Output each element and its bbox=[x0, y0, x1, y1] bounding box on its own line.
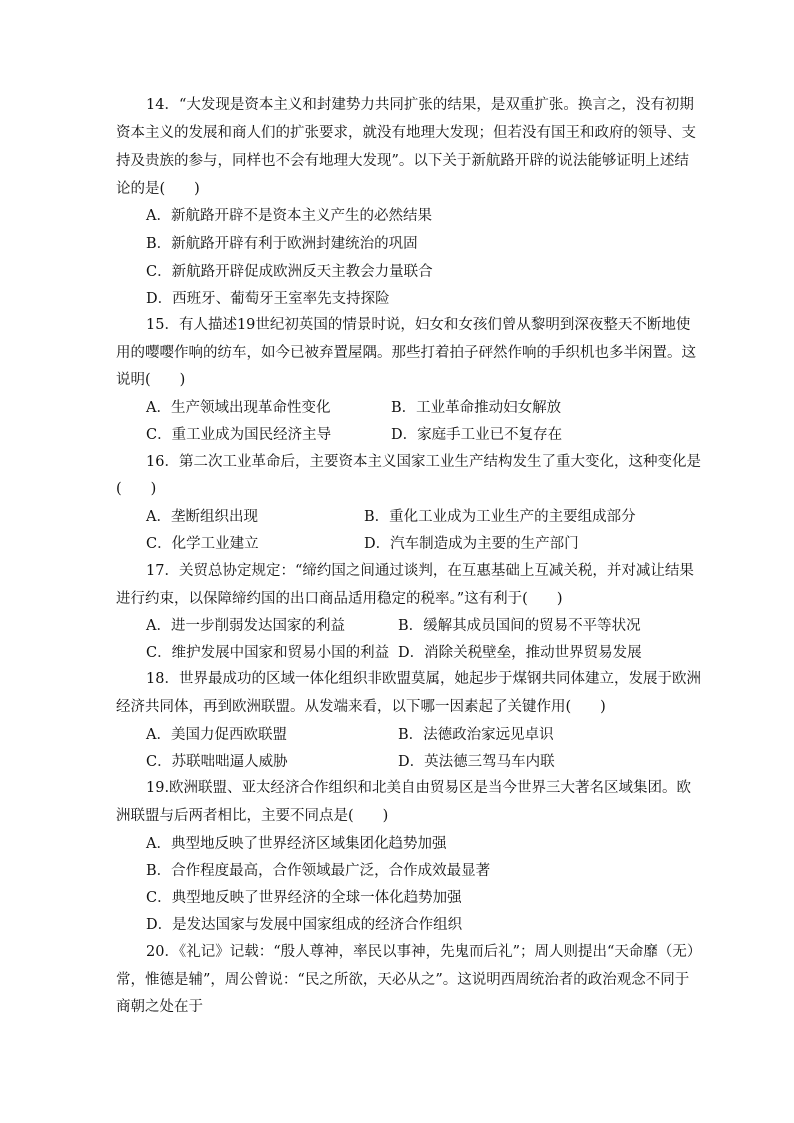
q16-line-1: 16．第二次工业革命后，主要资本主义国家工业生产结构发生了重大变化，这种变化是 bbox=[146, 454, 701, 470]
q14-line-2: 资本主义的发展和商人们的扩张要求，就没有地理大发现；但若没有国王和政府的领导、支 bbox=[116, 125, 696, 141]
q18-option-d: D．英法德三驾马车内联 bbox=[398, 754, 555, 770]
q17-line-1: 17．关贸总协定规定：“缔约国之间通过谈判，在互惠基础上互减关税，并对减让结果 bbox=[146, 563, 694, 579]
q14-option-c: C．新航路开辟促成欧洲反天主教会力量联合 bbox=[146, 264, 433, 280]
q16-option-b: B．重化工业成为工业生产的主要组成部分 bbox=[364, 509, 636, 525]
q14-option-b: B．新航路开辟有利于欧洲封建统治的巩固 bbox=[146, 236, 418, 252]
q19-option-a: A．典型地反映了世界经济区域集团化趋势加强 bbox=[146, 836, 447, 852]
q17-option-c: C．维护发展中国家和贸易小国的利益 bbox=[146, 645, 390, 661]
q16-options-row-1 bbox=[146, 507, 794, 527]
q17-options-row-1 bbox=[146, 616, 794, 636]
q20-line-1: 20．《礼记》记载：“殷人尊神，率民以事神，先鬼而后礼”；周人则提出“天命靡（无） bbox=[146, 944, 702, 960]
q17-line-2: 进行约束，以保障缔约国的出口商品适用稳定的税率。”这有利于( ) bbox=[116, 591, 563, 607]
q16-option-a: A．垄断组织出现 bbox=[146, 509, 258, 525]
q19-option-c: C．典型地反映了世界经济的全球一体化趋势加强 bbox=[146, 890, 462, 906]
q16-options-row-2 bbox=[146, 534, 794, 554]
q19-option-d: D．是发达国家与发展中国家组成的经济合作组织 bbox=[146, 917, 463, 933]
q19-line-1: 19.欧洲联盟、亚太经济合作组织和北美自由贸易区是当今世界三大著名区域集团。欧 bbox=[146, 780, 692, 796]
q18-line-2: 经济共同体，再到欧洲联盟。从发端来看，以下哪一因素起了关键作用( ) bbox=[116, 699, 606, 715]
q20-line-3: 商朝之处在于 bbox=[116, 999, 203, 1015]
q14-line-4: 论的是( ) bbox=[116, 181, 200, 197]
q16-option-d: D．汽车制造成为主要的生产部门 bbox=[364, 536, 579, 552]
q14-option-a: A．新航路开辟不是资本主义产生的必然结果 bbox=[146, 208, 432, 224]
q17-option-a: A．进一步削弱发达国家的利益 bbox=[146, 618, 345, 634]
q15-option-d: D．家庭手工业已不复存在 bbox=[391, 427, 563, 443]
q17-option-b: B．缓解其成员国间的贸易不平等状况 bbox=[398, 618, 641, 634]
q15-option-b: B．工业革命推动妇女解放 bbox=[391, 400, 562, 416]
q15-option-a: A．生产领域出现革命性变化 bbox=[146, 400, 331, 416]
q14-line-3: 持及贵族的参与，同样也不会有地理大发现”。以下关于新航路开辟的说法能够证明上述结 bbox=[116, 153, 689, 169]
q15-options-row-1 bbox=[146, 398, 794, 418]
q16-line-2: ( ) bbox=[116, 481, 157, 497]
q14-line-1: 14．“大发现是资本主义和封建势力共同扩张的结果，是双重扩张。换言之，没有初期 bbox=[146, 97, 694, 113]
q19-line-2: 洲联盟与后两者相比，主要不同点是( ) bbox=[116, 808, 389, 824]
q16-option-c: C．化学工业建立 bbox=[146, 536, 259, 552]
q18-line-1: 18．世界最成功的区域一体化组织非欧盟莫属，她起步于煤钢共同体建立，发展于欧洲 bbox=[146, 671, 701, 687]
q14-option-d: D．西班牙、葡萄牙王室率先支持探险 bbox=[146, 291, 390, 307]
q18-option-a: A．美国力促西欧联盟 bbox=[146, 727, 287, 743]
q15-line-1: 15．有人描述19世纪初英国的情景时说，妇女和女孩们曾从黎明到深夜整天不断地使 bbox=[146, 317, 691, 333]
q15-option-c: C．重工业成为国民经济主导 bbox=[146, 427, 332, 443]
q18-options-row-2 bbox=[146, 752, 794, 772]
q17-option-d: D．消除关税壁垒，推动世界贸易发展 bbox=[398, 645, 642, 661]
q15-line-3: 说明( ) bbox=[116, 372, 186, 388]
q15-options-row-2 bbox=[146, 425, 794, 445]
q18-option-c: C．苏联咄咄逼人威胁 bbox=[146, 754, 288, 770]
q20-line-2: 常，惟德是辅”，周公曾说：“民之所欲，天必从之”。这说明西周统治者的政治观念不同于 bbox=[116, 972, 690, 988]
q18-option-b: B．法德政治家远见卓识 bbox=[398, 727, 554, 743]
q15-line-2: 用的嘤嘤作响的纺车，如今已被弃置屋隅。那些打着拍子砰然作响的手织机也多半闲置。这 bbox=[116, 345, 696, 361]
q19-option-b: B．合作程度最高，合作领域最广泛，合作成效最显著 bbox=[146, 863, 491, 879]
q18-options-row-1 bbox=[146, 725, 794, 745]
q17-options-row-2 bbox=[146, 643, 794, 663]
